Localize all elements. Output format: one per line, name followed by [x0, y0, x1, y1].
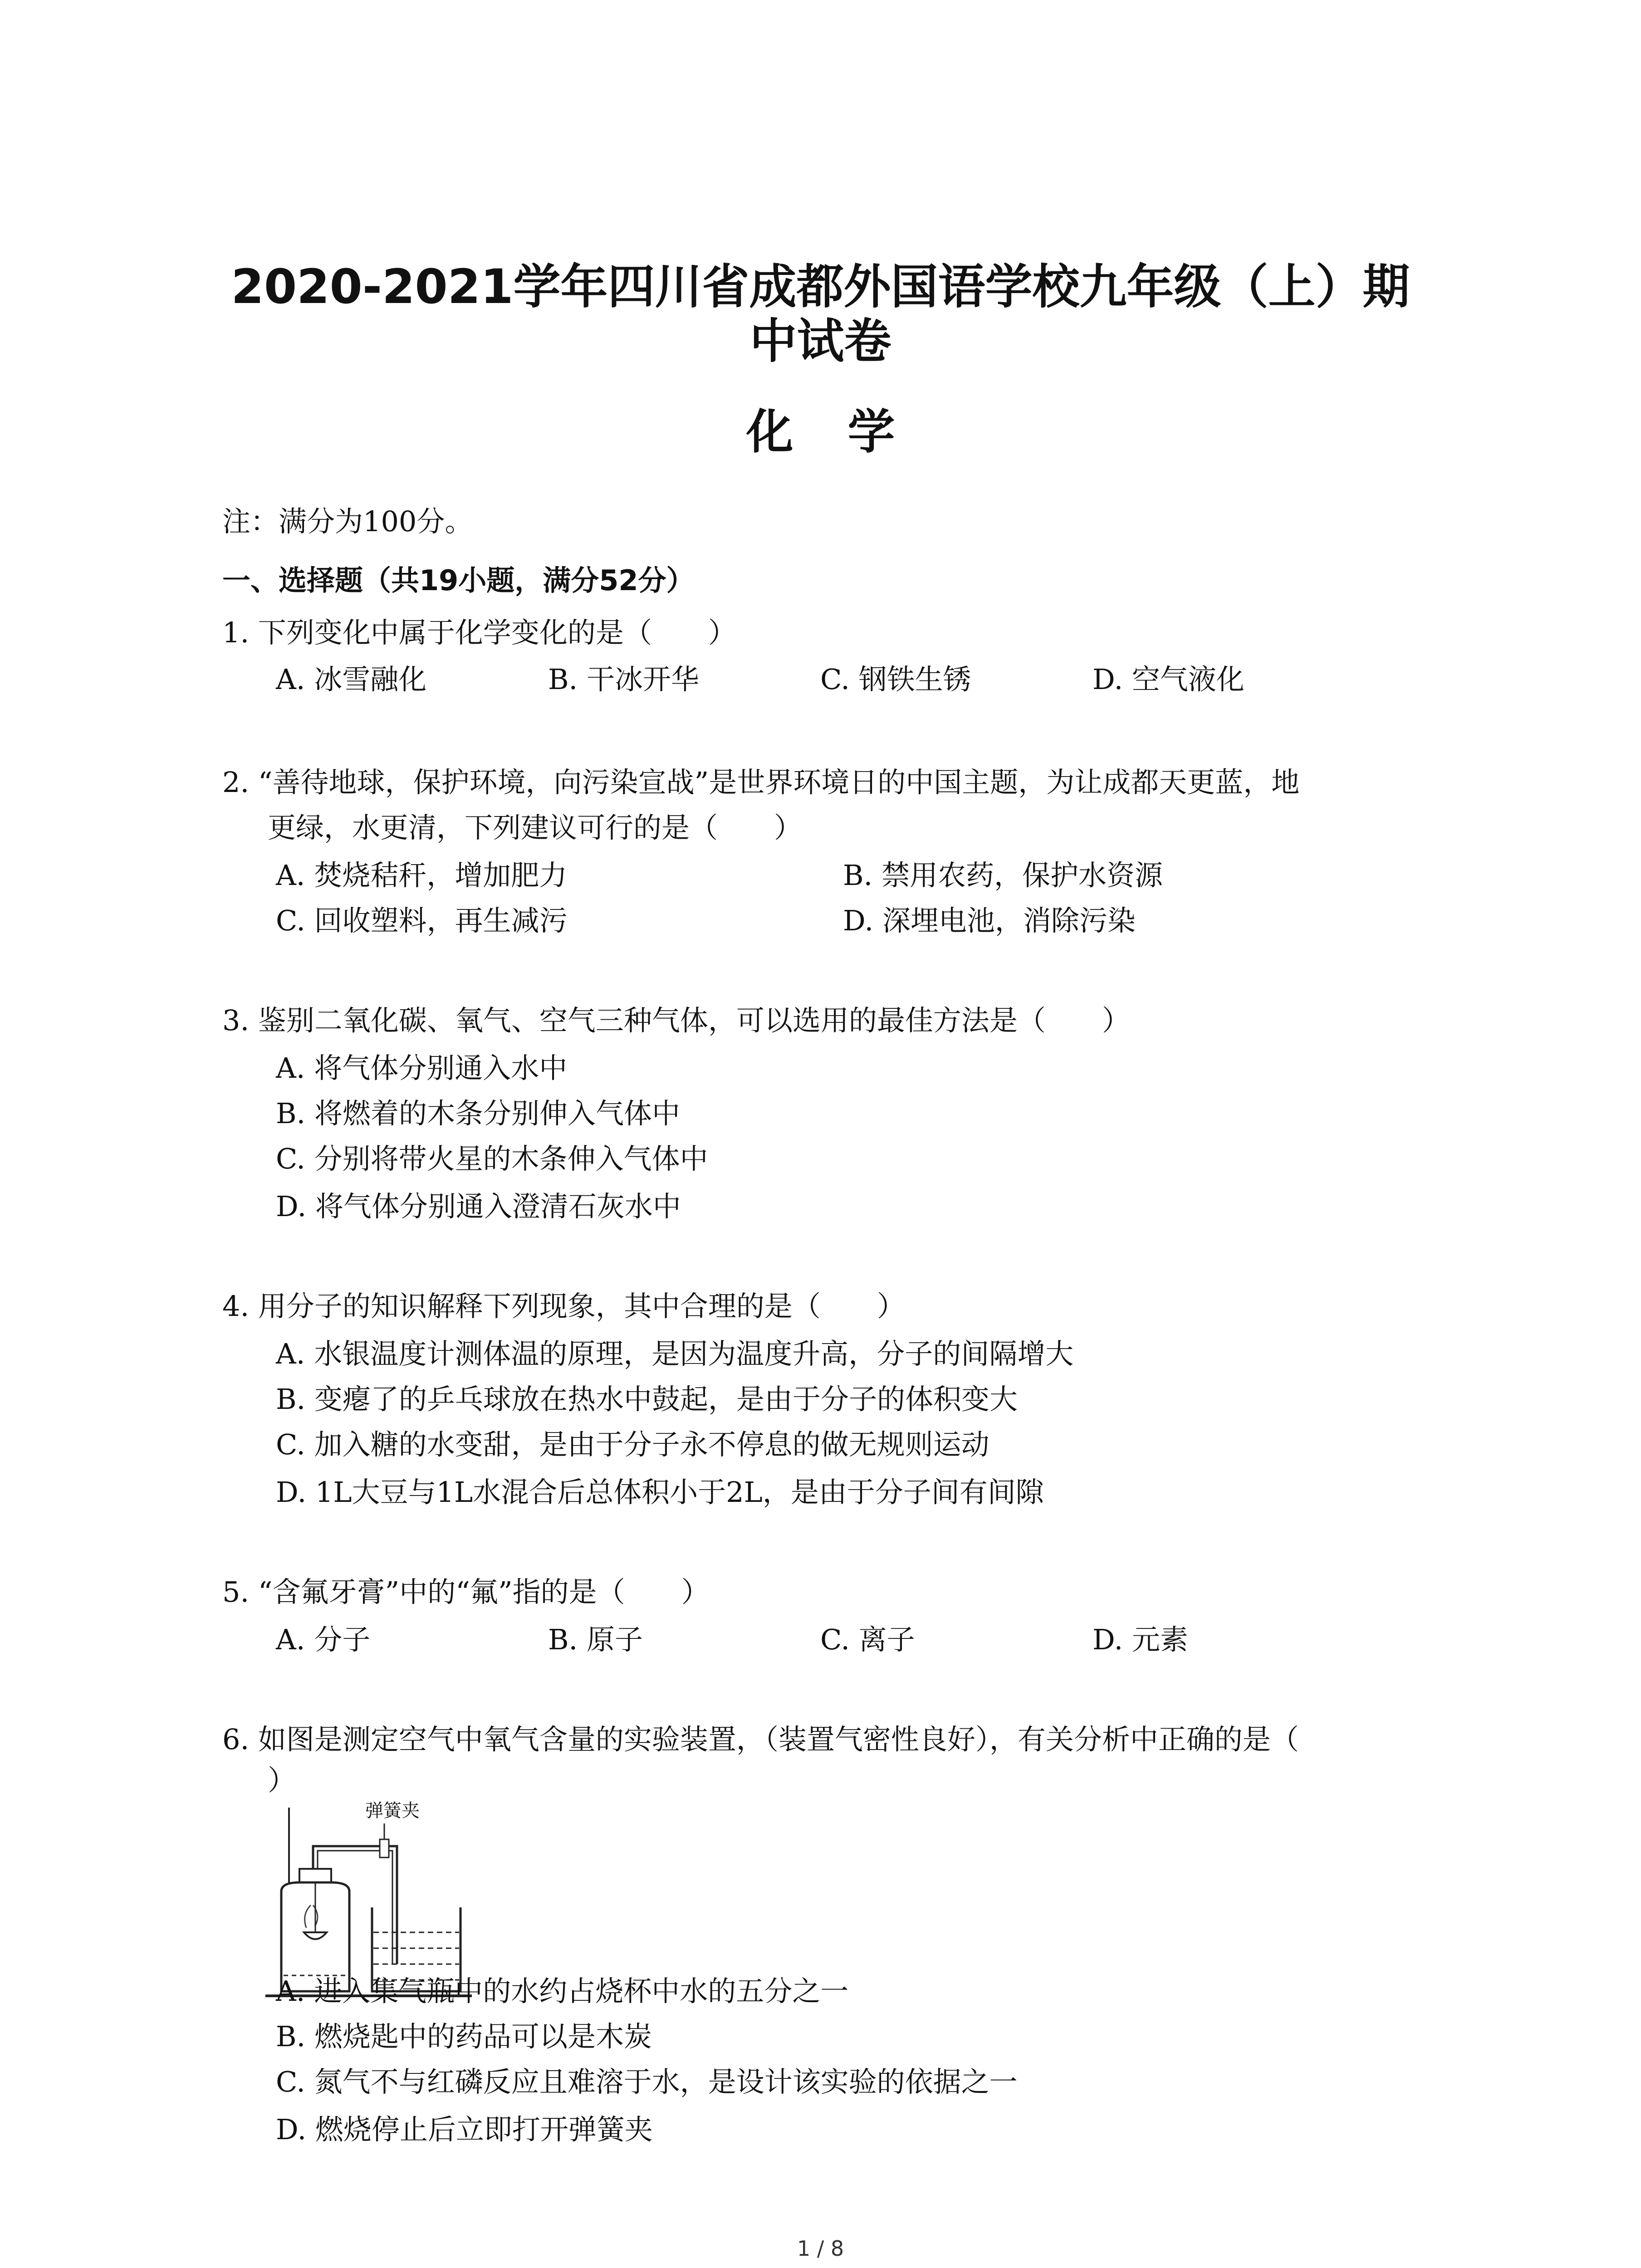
score-note: 注：满分为100分。 [222, 505, 473, 538]
question-4-option-d: D. 1L大豆与1L水混合后总体积小于2L，是由于分子间有间隙 [276, 1476, 1044, 1509]
question-4-stem: 4. 用分子的知识解释下列现象，其中合理的是（ ） [222, 1290, 905, 1323]
section-heading: 一、选择题（共19小题，满分52分） [222, 564, 695, 597]
question-5-option-c: C. 离子 [820, 1623, 915, 1656]
exam-title-line-2: 中试卷 [749, 313, 892, 369]
page-number: 1 / 8 [797, 2236, 844, 2261]
question-3-option-b: B. 将燃着的木条分别伸入气体中 [276, 1097, 680, 1130]
question-6-option-d: D. 燃烧停止后立即打开弹簧夹 [276, 2113, 653, 2146]
question-2-option-b: B. 禁用农药，保护水资源 [843, 859, 1163, 892]
exam-title-line-1: 2020-2021学年四川省成都外国语学校九年级（上）期 [231, 259, 1410, 314]
question-1-option-d: D. 空气液化 [1092, 663, 1244, 696]
question-2-option-a: A. 焚烧秸秆，增加肥力 [276, 859, 568, 892]
question-4-option-b: B. 变瘪了的乒乓球放在热水中鼓起，是由于分子的体积变大 [276, 1383, 1018, 1416]
question-2-stem-line-1: 2. “善待地球，保护环境，向污染宣战”是世界环境日的中国主题，为让成都天更蓝，地 [222, 766, 1300, 799]
question-2-stem-line-2: 更绿，水更清，下列建议可行的是（ ） [268, 811, 803, 844]
question-1-option-c: C. 钢铁生锈 [820, 663, 971, 696]
question-3-option-d: D. 将气体分别通入澄清石灰水中 [276, 1190, 681, 1223]
question-4-option-a: A. 水银温度计测体温的原理，是因为温度升高，分子的间隔增大 [276, 1337, 1074, 1370]
question-6-option-a: A. 进入集气瓶中的水约占烧杯中水的五分之一 [276, 1975, 849, 2008]
question-1-option-a: A. 冰雪融化 [276, 663, 427, 696]
question-1-stem: 1. 下列变化中属于化学变化的是（ ） [222, 616, 736, 649]
question-6-stem-line-1: 6. 如图是测定空气中氧气含量的实验装置，（装置气密性良好），有关分析中正确的是（ [222, 1723, 1299, 1756]
question-6-option-c: C. 氮气不与红磷反应且难溶于水，是设计该实验的依据之一 [276, 2065, 1018, 2098]
question-2-option-d: D. 深埋电池，消除污染 [843, 904, 1136, 937]
subject-title: 化学 [746, 404, 950, 459]
question-3-option-a: A. 将气体分别通入水中 [276, 1051, 568, 1085]
question-5-option-b: B. 原子 [548, 1623, 643, 1656]
question-3-stem: 3. 鉴别二氧化碳、氧气、空气三种气体，可以选用的最佳方法是（ ） [222, 1004, 1130, 1037]
question-6-option-b: B. 燃烧匙中的药品可以是木炭 [276, 2020, 652, 2053]
question-6-stem-line-2: ） [268, 1764, 296, 1797]
question-5-option-d: D. 元素 [1092, 1623, 1188, 1656]
question-5-stem: 5. “含氟牙膏”中的“氟”指的是（ ） [222, 1575, 710, 1608]
question-3-option-c: C. 分别将带火星的木条伸入气体中 [276, 1142, 708, 1175]
question-4-option-c: C. 加入糖的水变甜，是由于分子永不停息的做无规则运动 [276, 1428, 989, 1461]
clamp-label: 弹簧夹 [365, 1800, 420, 1821]
question-5-option-a: A. 分子 [276, 1623, 371, 1656]
question-2-option-c: C. 回收塑料，再生减污 [276, 904, 568, 937]
question-1-option-b: B. 干冰开华 [548, 663, 699, 696]
